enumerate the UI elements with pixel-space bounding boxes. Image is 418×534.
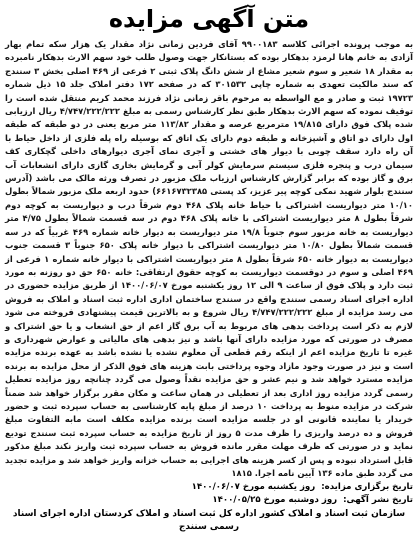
- notice-dates: [5, 481, 413, 507]
- publish-date-value: روز دوشنبه مورخ ۱۴۰۰/۰۵/۲۵: [212, 495, 338, 506]
- auction-date-line: [5, 481, 413, 494]
- publish-date-line: [5, 494, 413, 507]
- publish-date-label: تاریخ نشر آگهی:: [343, 495, 413, 506]
- notice-title: متن آگهی مزایده: [108, 5, 310, 33]
- auction-date-label: تاریخ برگزاری مزایده:: [321, 482, 413, 493]
- notice-body: به موجب پرونده اجرائی کلاسه ۹۹۰۰۱۸۳ آقای فردین زمانی نژاد مقدار یک هزار سکه تمام بهار آزادی به خانم هانا لرمزد بدهکار بوده که بستانکار جهت وصول طلب خود سهم الارث بدهکار نامبرده به مقدار ۱۸ شعیر و سوم شعیر مشاع از شش دانگ پلاک ثبتی ۲ فرعی از ۴۶۹ اصلی بخش ۳ سنندج که سند مالکیت تعهدی به شماره چاپی ۳۰۱۵۳۲ که در صفحه ۱۷۲ دفتر املاک جلد ۱۵ ذیل شماره ۱۹۷۲۳ ثبت و صادر و مع الواسطه به مرحوم باقر زمانی نژاد فرزند محمد کریم منتقل شده است را توقیف نموده که سهم الارث بدهکار طبق نظر کارشناس رسمی به مبلغ ۴/۷۴۷/۲۲۲/۲۲۲ ریال ارزیابی شده پلاک فوق دارای ۱۹/۸۱۵ مترمربع عرصه و مقدار ۱۱۳/۸۲ متر مربع یعنی در دو طبقه که طبقه اول دارای دو اتاق و آشپزخانه و طبقه دوم دارای یک اتاق که بوسیله راه پله فلزی از داخل حیاط با آن راه دارد سقف چوبی با دیوار های خشتی و آجری نمای آجری دیوارهای داخلی گچکاری کف سیمان درب و پنجره فلزی سیستم سرمایش کولر آبی و گرمایش بخاری گازی دارای انشعابات آب برق و گاز بوده که برابر گزارش کارشناس ارزیاب ملک مزبور در تصرف ورثه مالک می باشد (آدرس سنندج بلوار شهید نمکی کوچه پیر عزیز، کد پستی ۶۶۱۶۷۳۲۳۸۵) حدود اربعه ملک مزبور شمالاً بطول ۱۰/۱۰ متر دیواریست اشتراکی با حیاط خانه پلاک ۴۶۸ دوم شرقاً درب و دیواریست به کوچه دوم شرقاً بطول ۸ متر دیواریست اشتراکی با خانه پلاک ۴۶۸ دوم در سه قسمت شمالاً بطول ۴/۷۵ متر دیواریست به خانه مزبور سوم جنوباً ۱۹/۸ متر دیواریست به دیوار خانه شماره ۴۶۹ غربیاً که در سه قسمت شمالاً بطول ۱۰/۸۰ متر دیواریست اشتراکی با دیوار خانه پلاک ۶۵۰ جنوباً ۳ قسمت جنوب دیواریست به دیوار خانه ۶۵۰ شرقاً بطول ۸ متر دیواریست اشتراکی با دیوار خانه شماره ۱ فرعی از ۴۶۹ اصلی و سوم در دوقسمت دیواریست به کوچه حقوق ارتفاقی: خانه ۶۵۰ حق دو روزنه به مورد ثبت دارد و پلاک فوق از ساعت ۹ الی ۱۲ روز یکشنبه مورخ ۱۴۰۰/۰۶/۰۷ از طریق مزایده حضوری در اداره اجرای اسناد رسمی سنندج واقع در سنندج ساختمان اداری اداره ثبت اسناد و املاک به فروش می رسد مزایده از مبلغ ۴/۷۴۷/۲۲۲/۲۲۲ ریال شروع و به بالاترین قیمت پیشنهادی فروخته می شود لازم به ذکر است پرداخت بدهی های مربوط به آب برق گاز اعم از حق انشعاب و یا حق اشتراک و مصرف در صورتی که مورد مزایده دارای آنها باشد و نیز بدهی های مالیاتی و عوارض شهرداری و غیره تا تاریخ مزایده اعم از اینکه رقم قطعی آن معلوم نشده یا نشده باشد به عهده برنده مزایده است و نیز در صورت وجود مازاد وجوه پرداختی بابت هزینه های فوق الذکر از محل مزایده به برنده مزایده مسترد خواهد شد و نیم عشر و حق مزایده نقداً وصول می گردد چنانچه روز مزایده تعطیل رسمی گردد مزایده روز اداری بعد از تعطیلی در همان ساعت و مکان مقرر برگزار خواهد شد ضمناً شرکت در مزایده منوط به پرداخت ۱۰ درصد از مبلغ پایه کارشناسی به حساب سپرده ثبت و حضور خریدار یا نماینده قانونی او در جلسه مزایده است برنده مزایده مکلف است مابه التفاوت مبلغ فروش و ده درصد واریزی را ظرف مدت ۵ روز از تاریخ مزایده به حساب سپرده ثبت سنندج تودیع نماید و در صورتی که ظرف مهلت مقرر مانده فروش به حساب سپرده ثبت واریز نکند مبلغ مذکور قابل استرداد نبوده و پس از کسر هزینه های اجرایی به حساب خزانه واریز خواهد شد و مزایده تجدید می گردد طبق ماده ۱۳۶ آیین نامه اجرا. ۱۸۱۵: [5, 39, 414, 478]
- issuing-authority: سازمان ثبت اسناد و املاک کشور اداره کل ثبت اسناد و املاک کردستان اداره اجرای اسناد رسمی سنندج: [12, 509, 406, 533]
- auction-date-value: روز یکشنبه مورخ ۱۴۰۰/۰۶/۰۷: [191, 482, 316, 493]
